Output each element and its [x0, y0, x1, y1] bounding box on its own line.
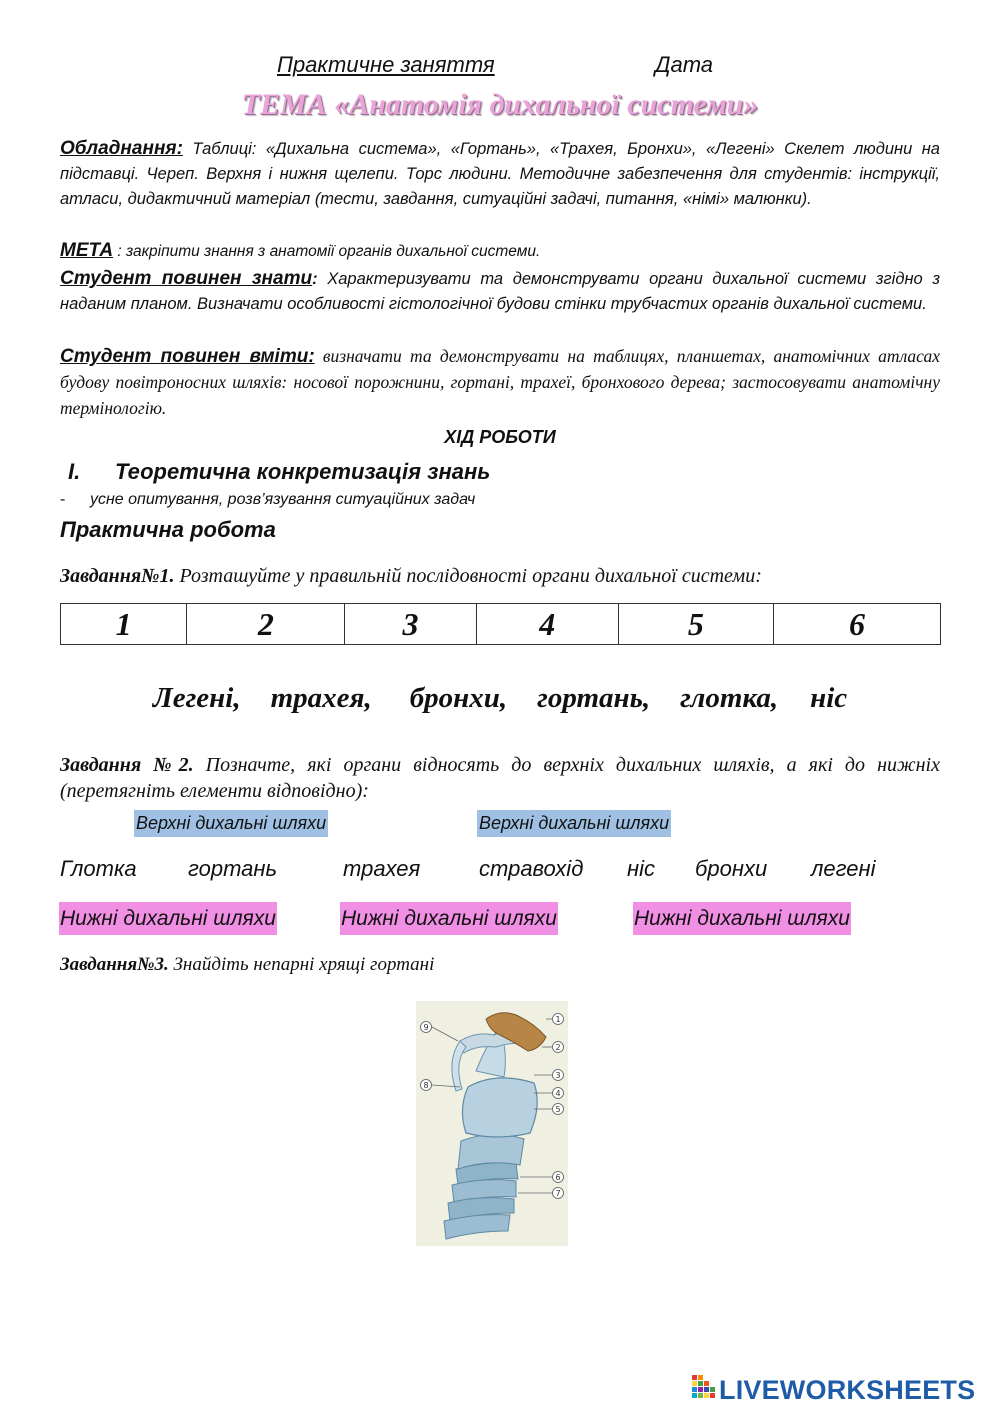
must-know-label: Студент повинен знати — [60, 268, 313, 289]
callout-3: 3 — [555, 1071, 561, 1080]
callout-9: 9 — [423, 1023, 429, 1032]
must-know-paragraph — [60, 266, 940, 317]
sequence-cell-2[interactable]: 2 — [187, 604, 345, 645]
must-be-able-paragraph — [60, 344, 940, 422]
task3-label: Завдання№3. — [60, 954, 169, 975]
section-number: I. — [68, 459, 81, 484]
sequence-cell-5[interactable]: 5 — [618, 604, 773, 645]
larynx-illustration — [416, 1001, 568, 1246]
task3-text: Знайдіть непарні хрящі гортані — [168, 954, 435, 975]
liveworksheets-brand-text: LIVEWORKSHEETS — [719, 1374, 976, 1405]
task3-prompt — [60, 952, 940, 978]
organ-word-list — [60, 682, 940, 715]
practical-title: Практична робота — [60, 517, 276, 542]
must-be-able-label: Студент повинен вміти: — [60, 346, 315, 367]
organ-word[interactable]: глотка, — [680, 682, 779, 714]
liveworksheets-logo[interactable] — [692, 1372, 975, 1408]
callout-8: 8 — [423, 1081, 429, 1090]
task2-prompt — [60, 752, 940, 804]
lower-airways-drop-zone[interactable]: Нижні дихальні шляхи — [340, 902, 558, 935]
sequence-table — [60, 603, 941, 645]
drag-item-larynx[interactable]: гортань — [188, 856, 278, 881]
upper-airways-drop-zone[interactable]: Верхні дихальні шляхи — [477, 810, 671, 837]
section-title: Теоретична конкретизація знань — [115, 459, 491, 484]
sequence-cell-4[interactable]: 4 — [476, 604, 618, 645]
liveworksheets-icon — [692, 1375, 716, 1405]
drag-item-pharynx[interactable]: Глотка — [60, 856, 137, 881]
goal-paragraph — [60, 238, 940, 264]
lower-airways-drop-zone[interactable]: Нижні дихальні шляхи — [633, 902, 851, 935]
callout-2: 2 — [555, 1043, 561, 1052]
goal-label: МЕТА — [60, 240, 114, 261]
drag-item-trachea[interactable]: трахея — [343, 856, 421, 881]
task2-text: Позначте, які органи відносять до верхніх дихальних шляхів, а які до нижніх (перетягніть елементи відповідно): — [60, 754, 940, 802]
callout-6: 6 — [555, 1173, 561, 1182]
organ-word[interactable]: Легені, — [152, 682, 241, 714]
callout-7: 7 — [555, 1189, 561, 1198]
lower-airways-drop-zone[interactable]: Нижні дихальні шляхи — [59, 902, 277, 935]
list-item: усне опитування, розв’язування ситуаційних задач — [90, 491, 476, 508]
upper-airways-drop-zone[interactable]: Верхні дихальні шляхи — [134, 810, 328, 837]
larynx-drawing — [416, 1001, 568, 1246]
thyroid-cartilage — [462, 1078, 537, 1137]
organ-word[interactable]: бронхи, — [409, 682, 508, 714]
task2-label: Завдання №2. — [60, 754, 194, 776]
callout-1: 1 — [555, 1015, 561, 1024]
organ-word[interactable]: ніс — [810, 682, 848, 714]
workflow-title: ХІД РОБОТИ — [444, 427, 556, 447]
must-know-colon: : — [312, 270, 318, 288]
task1-prompt — [60, 563, 940, 589]
theme-title: ТЕМА «Анатомія дихальної системи» — [241, 88, 759, 121]
must-be-able-text: визначати та демонструвати на таблицях, планшетах, анатомічних атласах будову повітроносних шляхів: носової порожнини, гортані, трахеї, бронхового дерева; застосовувати анатомічну термінологію. — [60, 346, 940, 418]
organ-word[interactable]: гортань, — [537, 682, 651, 714]
date-label: Дата — [655, 52, 714, 77]
callout-5: 5 — [555, 1105, 561, 1114]
equipment-text: Таблиці: «Дихальна система», «Гортань», «Трахея, Бронхи», «Легені» Скелет людини на підставці. Череп. Верхня і нижня щелепи. Торс людини. Методичне забезпечення для студентів: інструкції, атласи, дидактичний матеріал (тести, завдання, ситуаційні задачі, питання, «німі» малюнки). — [60, 140, 940, 208]
equipment-label: Обладнання: — [60, 138, 183, 159]
task1-label: Завдання№1. — [60, 565, 175, 587]
organ-word[interactable]: трахея, — [270, 682, 372, 714]
trachea-rings — [444, 1163, 518, 1239]
goal-text: : закріпити знання з анатомії органів дихальної системи. — [113, 243, 541, 260]
must-know-text: Характеризувати та демонструвати органи дихальної системи згідно з наданим планом. Визначати особливості гістологічної будови стінки трубчастих органів дихальної системи. — [60, 270, 941, 313]
drag-item-nose[interactable]: ніс — [627, 856, 655, 881]
list-dash: - — [60, 491, 66, 508]
task1-text: Розташуйте у правильній послідовності органи дихальної системи: — [174, 565, 762, 587]
drag-item-esophagus[interactable]: стравохід — [479, 856, 584, 881]
drag-item-lungs[interactable]: легені — [811, 856, 876, 881]
callout-4: 4 — [555, 1089, 561, 1098]
lesson-label: Практичне заняття — [277, 52, 495, 77]
equipment-paragraph — [60, 136, 940, 212]
sequence-cell-6[interactable]: 6 — [773, 604, 940, 645]
sequence-cell-3[interactable]: 3 — [345, 604, 476, 645]
drag-item-bronchi[interactable]: бронхи — [695, 856, 768, 881]
sequence-cell-1[interactable]: 1 — [61, 604, 187, 645]
